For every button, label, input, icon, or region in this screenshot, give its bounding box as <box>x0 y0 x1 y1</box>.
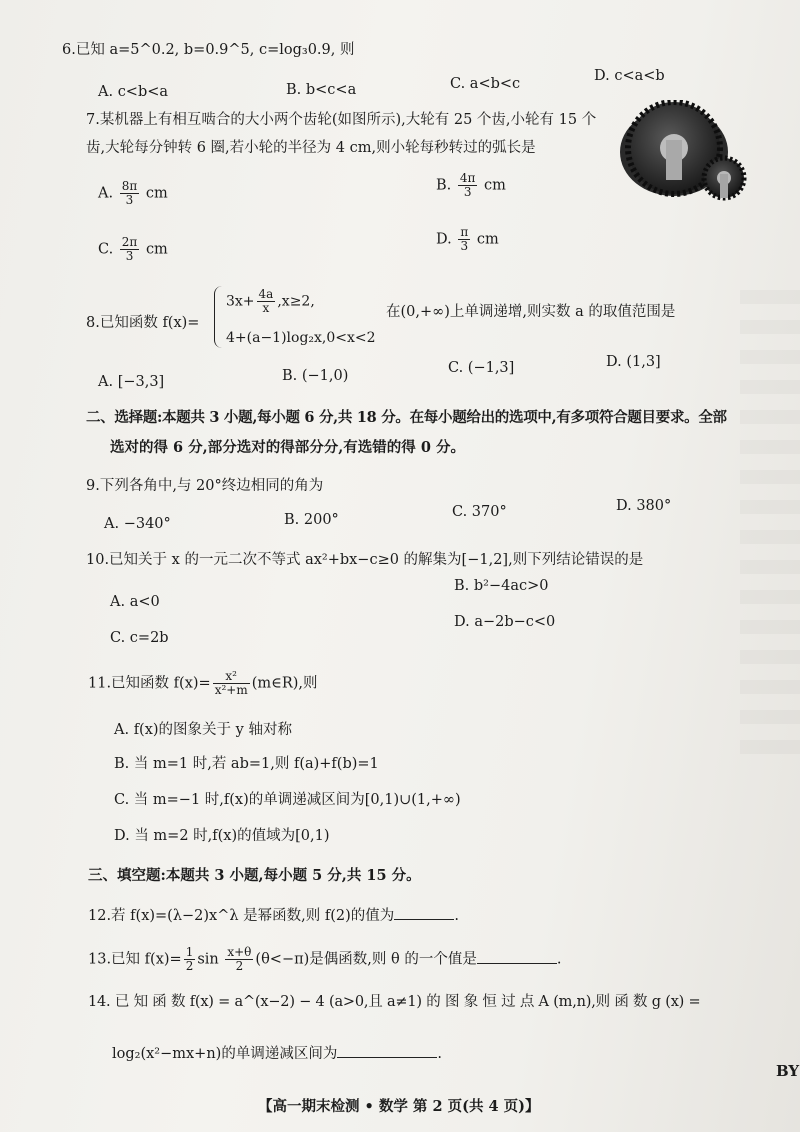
q7-option-d: D. $\frac{\pi}{3}$ cm <box>436 225 499 253</box>
corner-mark: BY <box>776 1062 800 1080</box>
section2-line2: 选对的得 6 分,部分选对的得部分分,有选错的得 0 分。 <box>110 439 465 456</box>
q9-option-b: B. 200° <box>284 512 339 528</box>
section3-title: 三、填空题:本题共 3 小题,每小题 5 分,共 15 分。 <box>88 867 421 884</box>
q11-option-d: D. 当 m=2 时,f(x)的值域为[0,1) <box>114 828 330 844</box>
q6-option-a: A. c<b<a <box>98 84 169 100</box>
q13-stem: 13.已知 f(x)= $\frac{1}{2}$ sin $\frac{x+\theta}{2}$ (θ<−π)是偶函数,则 θ 的一个值是 . <box>88 945 562 973</box>
q6-option-b: B. b<c<a <box>286 82 357 98</box>
q8-brace <box>214 286 225 348</box>
q7-option-a: A. $\frac{8\pi}{3}$ cm <box>98 179 168 207</box>
q8-option-d: D. (1,3] <box>606 354 661 370</box>
q12-answer-blank[interactable] <box>394 919 454 920</box>
q13-answer-blank[interactable] <box>477 963 557 964</box>
q8-piece1: 3x+ $\frac{4a}{x}$ ,x≥2, <box>226 287 315 315</box>
q14-answer-blank[interactable] <box>337 1057 437 1058</box>
q7-stem-line1: 7.某机器上有相互啮合的大小两个齿轮(如图所示),大轮有 25 个齿,小轮有 15 个 <box>86 112 597 128</box>
q8-option-a: A. [−3,3] <box>98 374 165 390</box>
q10-option-b: B. b²−4ac>0 <box>454 578 549 594</box>
q12-stem: 12.若 f(x)=(λ−2)x^λ 是幂函数,则 f(2)的值为 . <box>88 908 459 924</box>
q8-option-c: C. (−1,3] <box>448 360 515 376</box>
q7-stem-line2: 齿,大轮每分钟转 6 圈,若小轮的半径为 4 cm,则小轮每秒转过的弧长是 <box>86 140 536 156</box>
q10-stem: 10.已知关于 x 的一元二次不等式 ax²+bx−c≥0 的解集为[−1,2],则下列结论错误的是 <box>86 552 644 568</box>
q9-option-d: D. 380° <box>616 498 672 514</box>
q10-option-c: C. c=2b <box>110 630 169 646</box>
q11-stem: 11.已知函数 f(x)= $\frac{\text{x²}}{\text{x²+m}}$ (m∈R),则 <box>88 669 318 697</box>
q9-option-a: A. −340° <box>104 516 171 532</box>
q8-stem-prefix: 8.已知函数 f(x)= <box>86 315 200 331</box>
q6-stem: 6.已知 a=5^0.2, b=0.9^5, c=log₃0.9, 则 <box>62 42 355 58</box>
q8-piecewise <box>214 286 394 352</box>
section2-line1: 二、选择题:本题共 3 小题,每小题 6 分,共 18 分。在每小题给出的选项中,有多项符合题目要求。全部 <box>86 409 727 426</box>
q8-option-b: B. (−1,0) <box>282 368 349 384</box>
q6-option-d: D. c<a<b <box>594 68 665 84</box>
q6-option-c: C. a<b<c <box>450 76 521 92</box>
q7-option-c: C. $\frac{2\pi}{3}$ cm <box>98 235 168 263</box>
q11-option-c: C. 当 m=−1 时,f(x)的单调递减区间为[0,1)∪(1,+∞) <box>114 792 461 808</box>
q14-stem-line2: log₂(x²−mx+n)的单调递减区间为 . <box>112 1046 442 1062</box>
q11-option-a: A. f(x)的图象关于 y 轴对称 <box>114 722 292 738</box>
q8-piece2: 4+(a−1)log₂x,0<x<2 <box>226 330 376 346</box>
q11-option-b: B. 当 m=1 时,若 ab=1,则 f(a)+f(b)=1 <box>114 756 379 772</box>
q8-stem-suffix: 在(0,+∞)上单调递增,则实数 a 的取值范围是 <box>386 304 676 320</box>
q14-stem-line1: 14. 已 知 函 数 f(x) = a^(x−2) − 4 (a>0,且 a≠1) 的 图 象 恒 过 点 A (m,n),则 函 数 g (x) = <box>88 994 701 1010</box>
show-through-shadow <box>740 290 800 770</box>
q7-option-b: B. $\frac{4\pi}{3}$ cm <box>436 171 506 199</box>
q9-stem: 9.下列各角中,与 20°终边相同的角为 <box>86 478 324 494</box>
page-footer: 【高一期末检测 • 数学 第 2 页(共 4 页)】 <box>258 1098 540 1115</box>
gear-figure <box>612 100 762 210</box>
q10-option-d: D. a−2b−c<0 <box>454 614 556 630</box>
q10-option-a: A. a<0 <box>110 594 160 610</box>
q9-option-c: C. 370° <box>452 504 507 520</box>
